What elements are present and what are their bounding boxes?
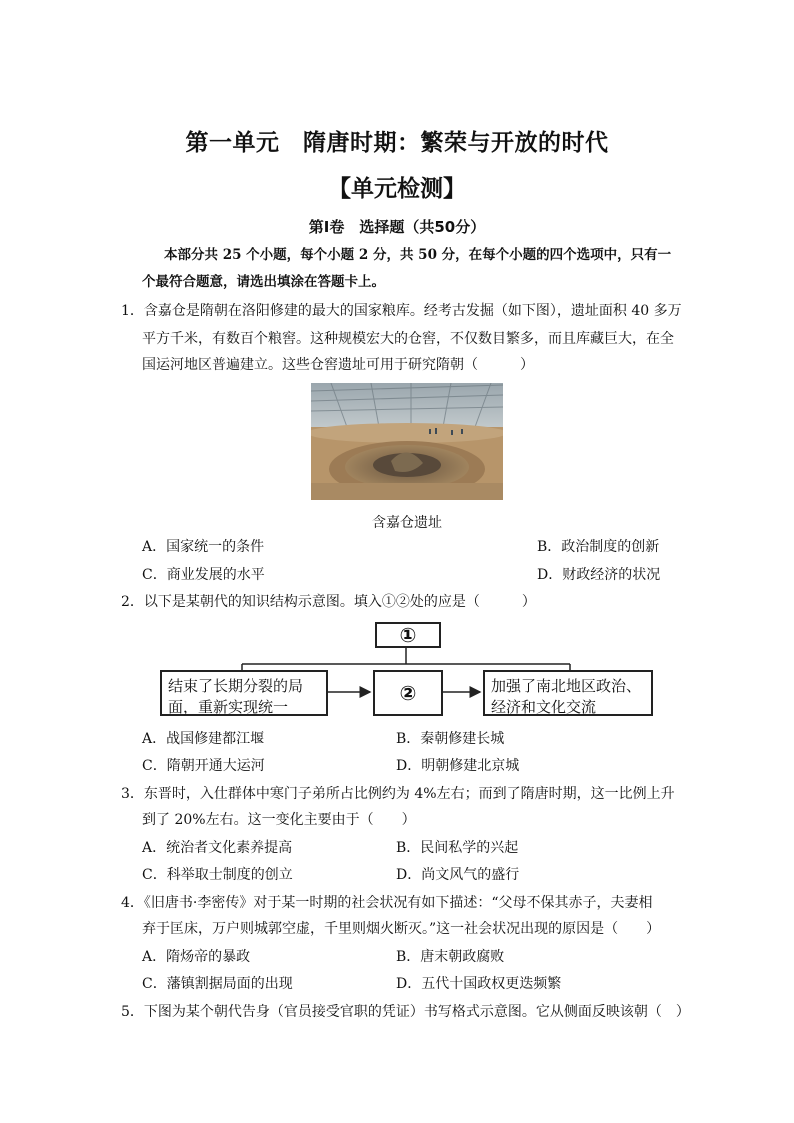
q3-option-b[interactable]: B．民间私学的兴起 <box>396 840 519 856</box>
instructions-line-2: 个最符合题意，请选出填涂在答题卡上。 <box>142 274 385 290</box>
q1-stem-line-3: 国运河地区普遍建立。这些仓窖遗址可用于研究隋朝（ ） <box>142 357 534 373</box>
q4-stem-line-1: 4．《旧唐书·李密传》对于某一时期的社会状况有如下描述：“父母不保其赤子，夫妻相 <box>121 895 653 911</box>
q2-option-c[interactable]: C．隋朝开通大运河 <box>142 758 265 774</box>
unit-title: 第一单元 隋唐时期：繁荣与开放的时代 <box>185 130 609 156</box>
diagram-box-left: 结束了长期分裂的局面，重新实现统一 <box>160 670 328 716</box>
q4-option-a[interactable]: A．隋炀帝的暴政 <box>142 949 251 965</box>
diagram-box-right: 加强了南北地区政治、经济和文化交流 <box>483 670 653 716</box>
q2-stem: 2．以下是某朝代的知识结构示意图。填入①②处的应是（ ） <box>121 594 536 610</box>
q3-option-c[interactable]: C．科举取士制度的创立 <box>142 867 293 883</box>
q1-stem-line-1: 1．含嘉仓是隋朝在洛阳修建的最大的国家粮库。经考古发掘（如下图），遗址面积 40 多万 <box>121 303 682 319</box>
q4-option-c[interactable]: C．藩镇割据局面的出现 <box>142 976 293 992</box>
q2-option-a[interactable]: A．战国修建都江堰 <box>142 731 265 747</box>
q1-option-c[interactable]: C．商业发展的水平 <box>142 567 265 583</box>
q4-stem-line-2: 弃于匡床，万户则城郭空虚，千里则烟火断灭。”这一社会状况出现的原因是（ ） <box>142 921 661 937</box>
q3-stem-line-1: 3．东晋时，入仕群体中寒门子弟所占比例约为 4%左右；而到了隋唐时期，这一比例上升 <box>121 786 675 802</box>
q3-stem-line-2: 到了 20%左右。这一变化主要由于（ ） <box>142 812 416 828</box>
q2-option-b[interactable]: B．秦朝修建长城 <box>396 731 505 747</box>
q3-option-a[interactable]: A．统治者文化素养提高 <box>142 840 293 856</box>
instructions-line-1: 本部分共 25 个小题，每个小题 2 分，共 50 分，在每个小题的四个选项中，只有一 <box>164 247 672 263</box>
q1-stem-line-2: 平方千米，有数百个粮窖。这种规模宏大的仓窖，不仅数目繁多，而且库藏巨大，在全 <box>142 331 674 347</box>
knowledge-structure-diagram <box>160 620 660 720</box>
q2-option-d[interactable]: D．明朝修建北京城 <box>396 758 520 774</box>
section-title: 第Ⅰ卷 选择题（共50分） <box>308 218 486 236</box>
hanjia-granary-photo <box>311 383 503 500</box>
q4-option-d[interactable]: D．五代十国政权更迭频繁 <box>396 976 562 992</box>
unit-subtitle: 【单元检测】 <box>328 176 466 202</box>
q3-option-d[interactable]: D．尚文风气的盛行 <box>396 867 520 883</box>
diagram-box-1: ① <box>375 622 441 648</box>
q4-option-b[interactable]: B．唐末朝政腐败 <box>396 949 505 965</box>
q1-option-a[interactable]: A．国家统一的条件 <box>142 539 265 555</box>
diagram-box-2: ② <box>373 670 443 716</box>
photo-caption: 含嘉仓遗址 <box>372 515 442 531</box>
q1-option-b[interactable]: B．政治制度的创新 <box>537 539 660 555</box>
q1-option-d[interactable]: D．财政经济的状况 <box>537 567 661 583</box>
q5-stem-line-1: 5．下图为某个朝代告身（官员接受官职的凭证）书写格式示意图。它从侧面反映该朝（ ） <box>121 1004 690 1020</box>
